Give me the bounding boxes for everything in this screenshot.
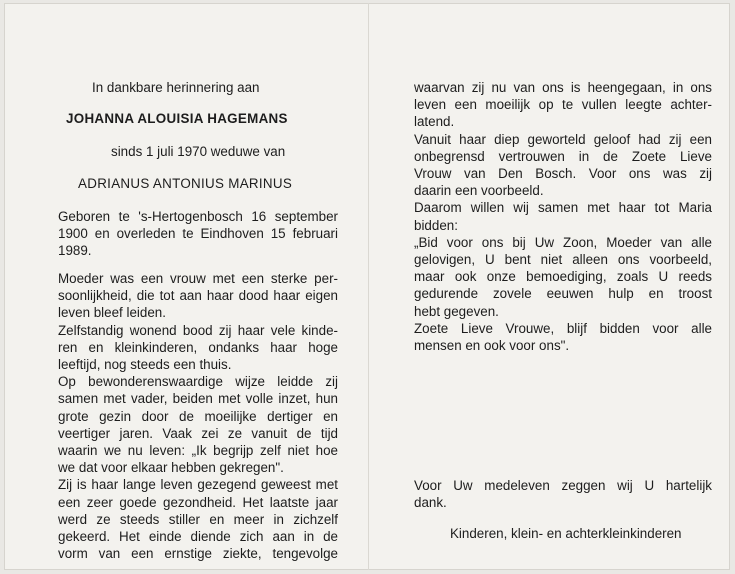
body-line: veertiger jaren. Vaak zei ze vanuit de tijd xyxy=(58,425,338,441)
body-line: daarin een voorbeeld. xyxy=(414,183,544,199)
body-line: werd ze steeds stiller en meer in zichzelf xyxy=(58,511,338,527)
body-line: Moeder was een vrouw met een sterke per- xyxy=(58,271,338,286)
body-line: samen met vader, beiden met volle inzet, hun xyxy=(58,391,338,407)
body-line: Daarom willen wij samen met haar tot Maria xyxy=(414,200,712,216)
thanks-line: dank. xyxy=(414,495,447,511)
body-line: vorm van een ernstige ziekte, tengevolge xyxy=(58,546,338,562)
body-line: Vanuit haar diep geworteld geloof had zij een xyxy=(414,131,712,147)
body-line: gekeerd. Het einde diende zich aan in de xyxy=(58,529,338,545)
body-line: soonlijkheid, die tot aan haar dood haar eigen xyxy=(58,288,338,304)
birth-paragraph xyxy=(58,208,338,260)
signature: Kinderen, klein- en achterkleinkinderen xyxy=(450,526,682,541)
birth-line: Geboren te 's-Hertogenbosch 16 september xyxy=(58,209,338,224)
body-line: waarin we nu leven: „Ik begrijp zelf niet hoe xyxy=(58,443,338,459)
widow-line: sinds 1 juli 1970 weduwe van xyxy=(111,144,286,159)
prayer-line: Zoete Lieve Vrouwe, blijf bidden voor alle xyxy=(414,320,712,336)
left-body-text xyxy=(58,270,338,562)
body-line: grote gezin door de moeilijke dertiger en xyxy=(58,408,338,424)
birth-line: 1900 en overleden te Eindhoven 15 februari xyxy=(58,226,338,242)
body-line: waarvan zij nu van ons is heengegaan, in ons xyxy=(414,80,712,95)
memorial-card xyxy=(4,3,730,570)
deceased-name: JOHANNA ALOUISIA HAGEMANS xyxy=(66,111,288,126)
prayer-line: „Bid voor ons bij Uw Zoon, Moeder van alle xyxy=(414,234,712,250)
birth-line: 1989. xyxy=(58,243,92,259)
prayer-line: gelovigen, U bent niet alleen ons voorbeeld, xyxy=(414,252,712,268)
body-line: leeftijd, nog steeds een thuis. xyxy=(58,357,232,373)
body-line: Zelfstandig wonend bood zij haar vele kinde- xyxy=(58,322,338,338)
card-fold xyxy=(368,3,369,570)
prayer-line: mensen en ook voor ons". xyxy=(414,338,570,354)
prayer-line: hebt gegeven. xyxy=(414,303,499,319)
body-line: latend. xyxy=(414,114,455,130)
body-line: Zij is haar lange leven gezegend geweest met xyxy=(58,477,338,493)
thanks-line: Voor Uw medeleven zeggen wij U hartelijk xyxy=(414,478,712,493)
body-line: we dat voor elkaar hebben gekregen". xyxy=(58,460,284,476)
body-line: bidden: xyxy=(414,217,458,233)
right-body-text xyxy=(414,79,712,354)
prayer-line: maar ook onze bemoediging, zoals U reeds xyxy=(414,269,712,285)
body-line: leven bleef leiden. xyxy=(58,305,166,321)
body-line: onbegrensd vertrouwen in de Zoete Lieve xyxy=(414,148,712,164)
body-line: Vrouw van Den Bosch. Voor ons was zij xyxy=(414,166,712,182)
body-line: ren en kleinkinderen, ondanks haar hoge xyxy=(58,339,338,355)
thanks-text xyxy=(414,477,712,511)
intro-text: In dankbare herinnering aan xyxy=(92,80,260,95)
body-line: een zeer goede gezondheid. Het laatste jaar xyxy=(58,494,338,510)
body-line: leven een moeilijk op te vullen leegte achter- xyxy=(414,97,712,113)
husband-name: ADRIANUS ANTONIUS MARINUS xyxy=(78,176,293,191)
prayer-line: gedurende zovele eeuwen hulp en troost xyxy=(414,286,712,302)
body-line: Op bewonderenswaardige wijze leidde zij xyxy=(58,374,338,390)
